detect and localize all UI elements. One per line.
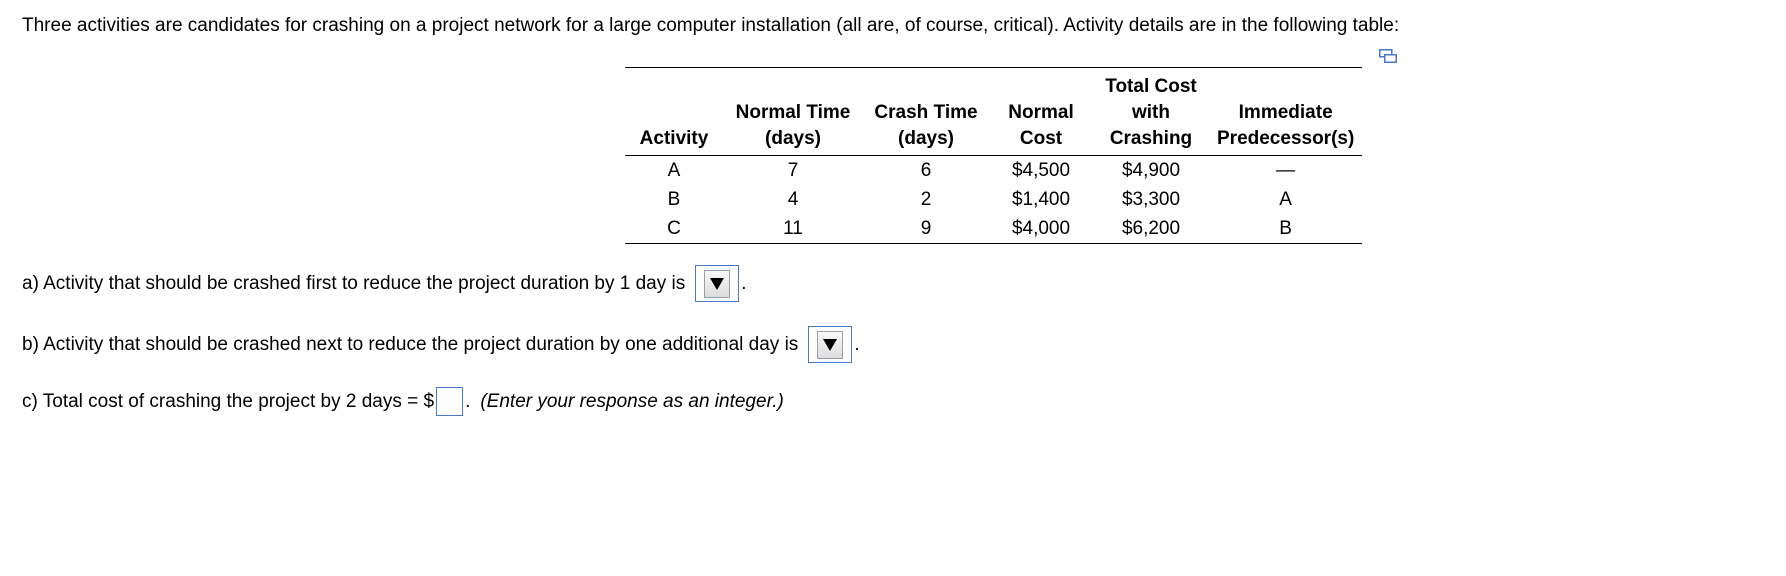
question-c — [22, 387, 784, 416]
cell-activity: B — [667, 188, 681, 210]
cell-crash-time: 9 — [920, 217, 932, 239]
total-cost-input[interactable] — [436, 387, 463, 416]
header-total-cost: Total Cost with Crashing — [1093, 68, 1209, 156]
cell-crash-time: 6 — [920, 159, 932, 181]
header-normal-time: Normal Time (days) — [723, 68, 863, 156]
question-b — [22, 326, 860, 363]
question-c-period: . — [465, 390, 471, 412]
cell-predecessors: A — [1279, 188, 1292, 210]
header-crash-time: Crash Time (days) — [863, 68, 989, 156]
triangle-down-icon — [823, 339, 837, 351]
question-c-hint: (Enter your response as an integer.) — [480, 390, 784, 412]
dropdown-button[interactable] — [817, 331, 843, 359]
table-row — [625, 185, 1362, 214]
triangle-down-icon — [710, 278, 724, 290]
dropdown-button[interactable] — [704, 270, 730, 298]
cell-normal-time: 7 — [787, 159, 799, 181]
cell-normal-cost: $1,400 — [1011, 188, 1071, 210]
table-row — [625, 156, 1362, 186]
question-b-text: b) Activity that should be crashed next to reduce the project duration by one additional day is — [22, 333, 799, 355]
cell-activity: C — [667, 217, 681, 239]
question-a-period: . — [741, 272, 747, 294]
question-b-dropdown[interactable] — [808, 326, 852, 363]
cell-predecessors: B — [1279, 217, 1292, 239]
question-a-text: a) Activity that should be crashed first to reduce the project duration by 1 day is — [22, 272, 686, 294]
table-row — [625, 214, 1362, 244]
question-c-text: c) Total cost of crashing the project by 2 days = $ — [22, 390, 435, 412]
question-a-dropdown[interactable] — [695, 265, 739, 302]
header-predecessors: Immediate Predecessor(s) — [1209, 68, 1362, 156]
cell-total-cost: $3,300 — [1121, 188, 1181, 210]
table-header-row — [625, 68, 1362, 156]
cell-normal-time: 11 — [783, 217, 803, 239]
problem-intro: Three activities are candidates for crashing on a project network for a large computer installation (all are, of course, critical). Activity details are in the following table: — [22, 15, 1400, 36]
cell-normal-time: 4 — [787, 188, 799, 210]
cell-predecessors: — — [1276, 159, 1296, 181]
question-b-period: . — [854, 333, 860, 355]
activity-table — [625, 67, 1362, 244]
header-activity: Activity — [625, 68, 723, 156]
cell-total-cost: $6,200 — [1121, 217, 1181, 239]
question-a — [22, 265, 747, 302]
cell-normal-cost: $4,000 — [1011, 217, 1071, 239]
header-normal-cost: Normal Cost — [989, 68, 1093, 156]
cell-crash-time: 2 — [920, 188, 932, 210]
cell-normal-cost: $4,500 — [1011, 159, 1071, 181]
copy-table-icon[interactable] — [1379, 47, 1397, 61]
cell-activity: A — [667, 159, 681, 181]
cell-total-cost: $4,900 — [1121, 159, 1181, 181]
